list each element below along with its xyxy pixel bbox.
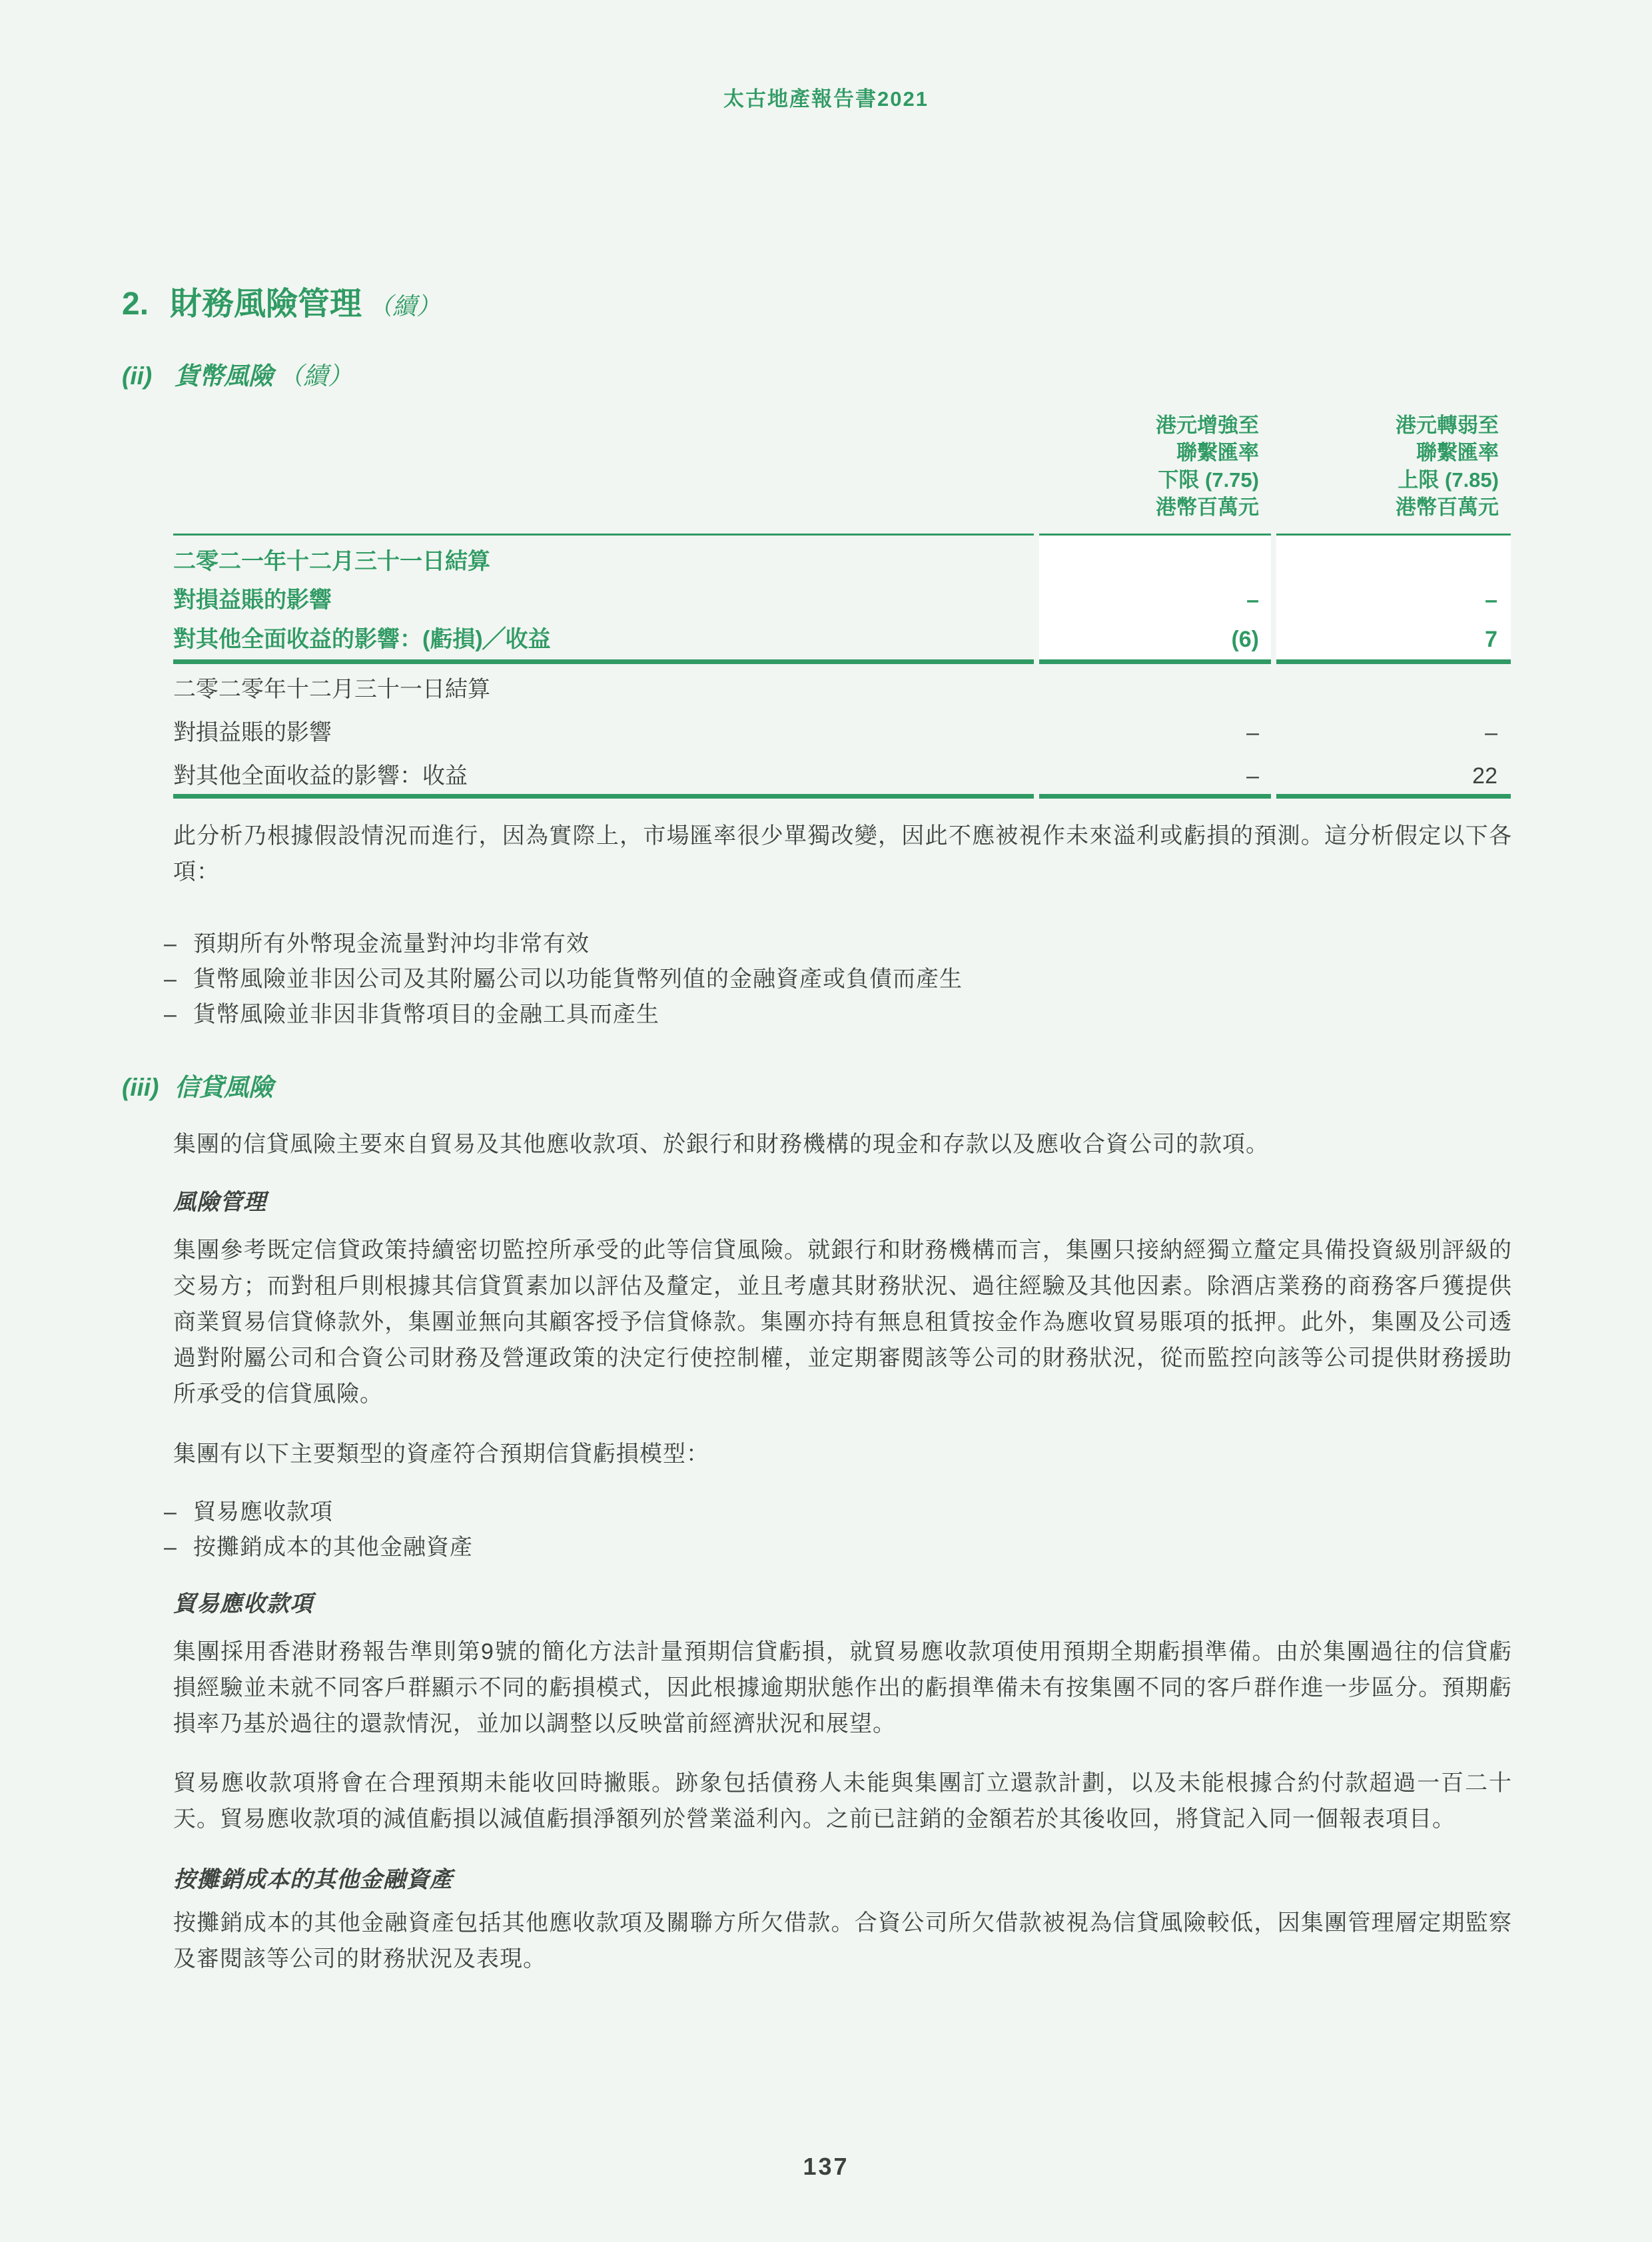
table-bottom-rule-col1-segment [1039, 794, 1271, 799]
risk-management-heading: 風險管理 [173, 1190, 266, 1215]
analysis-note-paragraph: 此分析乃根據假設情況而進行，因為實際上，市場匯率很少單獨改變，因此不應被視作未來溢利或虧損的預測。這分析假定以下各項： [173, 823, 1512, 885]
ecl-type-item-2 [164, 1529, 1512, 1565]
col2-header-line2: 聯繫匯率 [1416, 441, 1499, 464]
assumption-item-3-text: 貨幣風險並非因非貨幣項目的金融工具而產生 [193, 1002, 659, 1027]
section-heading [122, 278, 440, 324]
col1-header-line2: 聯繫匯率 [1176, 441, 1259, 464]
bullet-dash: – [164, 1499, 177, 1525]
table-cell-pl-impact-2021-col2: – [1485, 587, 1497, 613]
page-header-title: 太古地產報告書2021 [723, 87, 929, 111]
currency-risk-heading [122, 356, 352, 392]
ecl-type-item-1 [164, 1494, 1512, 1530]
ecl-type-item-1-text: 貿易應收款項 [193, 1499, 333, 1525]
other-financial-assets-paragraph: 按攤銷成本的其他金融資產包括其他應收款項及關聯方所欠借款。合資公司所欠借款被視為信貸風險較低，因集團管理層定期監察及審閱該等公司的財務狀況及表現。 [173, 1910, 1512, 1972]
assumption-item-1-text: 預期所有外幣現金流量對沖均非常有效 [193, 931, 590, 956]
section-title: 財務風險管理 [170, 286, 362, 322]
section-continued-marker: （續） [368, 292, 441, 320]
table-bottom-rule-col2-segment [1276, 794, 1511, 799]
currency-risk-continued-marker: （續） [278, 362, 352, 390]
table-row-pl-impact-2021-label: 對損益賬的影響 [173, 587, 332, 613]
table-mid-rule-col2-segment [1276, 659, 1511, 664]
bullet-dash: – [164, 931, 177, 956]
col1-header-line4: 港幣百萬元 [1156, 496, 1259, 519]
bullet-dash: – [164, 1535, 177, 1560]
bullet-dash: – [164, 966, 177, 992]
assumption-item-3 [164, 996, 1512, 1032]
table-mid-rule-label-segment [173, 659, 1034, 664]
section-number: 2. [122, 286, 149, 322]
credit-risk-intro-paragraph: 集團的信貸風險主要來自貿易及其他應收款項、於銀行和財務機構的現金和存款以及應收合資公司的款項。 [173, 1132, 1269, 1157]
currency-risk-marker: (ii) [122, 362, 153, 390]
table-mid-rule-col1-segment [1039, 659, 1271, 664]
col1-header-line3: 下限 (7.75) [1158, 468, 1259, 492]
table-cell-oci-impact-2020-col1: – [1246, 763, 1259, 789]
bullet-dash: – [164, 1002, 177, 1027]
table-row-2020-year-label: 二零二零年十二月三十一日結算 [173, 677, 490, 702]
trade-receivables-paragraph-1: 集團採用香港財務報告準則第9號的簡化方法計量預期信貸虧損，就貿易應收款項使用預期全期虧損準備。由於集團過往的信貸虧損經驗並未就不同客戶群顯示不同的虧損模式，因此根據逾期狀態作出的虧損準備未有按集團不同的客戶群作進一步區分。預期虧損率乃基於過往的還款情況，並加以調整以反映當前經濟狀況和展望。 [173, 1639, 1512, 1736]
currency-risk-title: 貨幣風險 [175, 362, 273, 390]
table-row-oci-impact-2020-label: 對其他全面收益的影響：收益 [173, 763, 468, 789]
assumption-item-1 [164, 926, 1512, 962]
page-number: 137 [803, 2153, 849, 2180]
ecl-type-item-2-text: 按攤銷成本的其他金融資產 [193, 1535, 473, 1560]
col2-header-line1: 港元轉弱至 [1396, 414, 1499, 437]
table-row-oci-impact-2021-label: 對其他全面收益的影響：(虧損)╱收益 [173, 627, 551, 652]
table-column-header-hkd-weaken [1206, 412, 1499, 521]
trade-receivables-paragraph-2: 貿易應收款項將會在合理預期未能收回時撇賬。跡象包括債務人未能與集團訂立還款計劃，以及未能根據合約付款超過一百二十天。貿易應收款項的減值虧損以減值虧損淨額列於營業溢利內。之前已註銷的金額若於其後收回，將貸記入同一個報表項目。 [173, 1770, 1512, 1832]
table-row-pl-impact-2020-label: 對損益賬的影響 [173, 720, 332, 745]
other-financial-assets-heading: 按攤銷成本的其他金融資產 [173, 1867, 453, 1892]
table-cell-pl-impact-2020-col1: – [1246, 720, 1259, 745]
ecl-intro-paragraph: 集團有以下主要類型的資產符合預期信貸虧損模型： [173, 1441, 709, 1467]
table-cell-pl-impact-2020-col2: – [1485, 720, 1497, 745]
assumption-item-2-text: 貨幣風險並非因公司及其附屬公司以功能貨幣列值的金融資產或負債而產生 [193, 966, 963, 992]
table-row-2021-year-label: 二零二一年十二月三十一日結算 [173, 549, 490, 574]
risk-management-paragraph: 集團參考既定信貸政策持續密切監控所承受的此等信貸風險。就銀行和財務機構而言，集團只接納經獨立釐定具備投資級別評級的交易方；而對租戶則根據其信貸質素加以評估及釐定，並且考慮其財務狀況、過往經驗及其他因素。除酒店業務的商務客戶獲提供商業貿易信貸條款外，集團並無向其顧客授予信貸條款。集團亦持有無息租賃按金作為應收貿易賬項的抵押。此外，集團及公司透過對附屬公司和合資公司財務及營運政策的決定行使控制權，並定期審閱該等公司的財務狀況，從而監控向該等公司提供財務援助所承受的信貸風險。 [173, 1238, 1512, 1407]
credit-risk-heading [122, 1067, 273, 1103]
credit-risk-title: 信貸風險 [175, 1074, 273, 1101]
trade-receivables-heading: 貿易應收款項 [173, 1591, 313, 1617]
col2-header-line3: 上限 (7.85) [1398, 468, 1499, 492]
credit-risk-marker: (iii) [122, 1074, 159, 1101]
assumption-item-2 [164, 961, 1512, 997]
table-bottom-rule-label-segment [173, 794, 1034, 799]
table-header-rule-label-segment [173, 534, 1034, 536]
col2-header-line4: 港幣百萬元 [1396, 496, 1499, 519]
table-cell-oci-impact-2021-col2: 7 [1485, 627, 1497, 652]
col1-header-line1: 港元增強至 [1156, 414, 1259, 437]
table-cell-pl-impact-2021-col1: – [1246, 587, 1259, 613]
table-cell-oci-impact-2020-col2: 22 [1472, 763, 1497, 789]
table-cell-oci-impact-2021-col1: (6) [1231, 627, 1259, 652]
